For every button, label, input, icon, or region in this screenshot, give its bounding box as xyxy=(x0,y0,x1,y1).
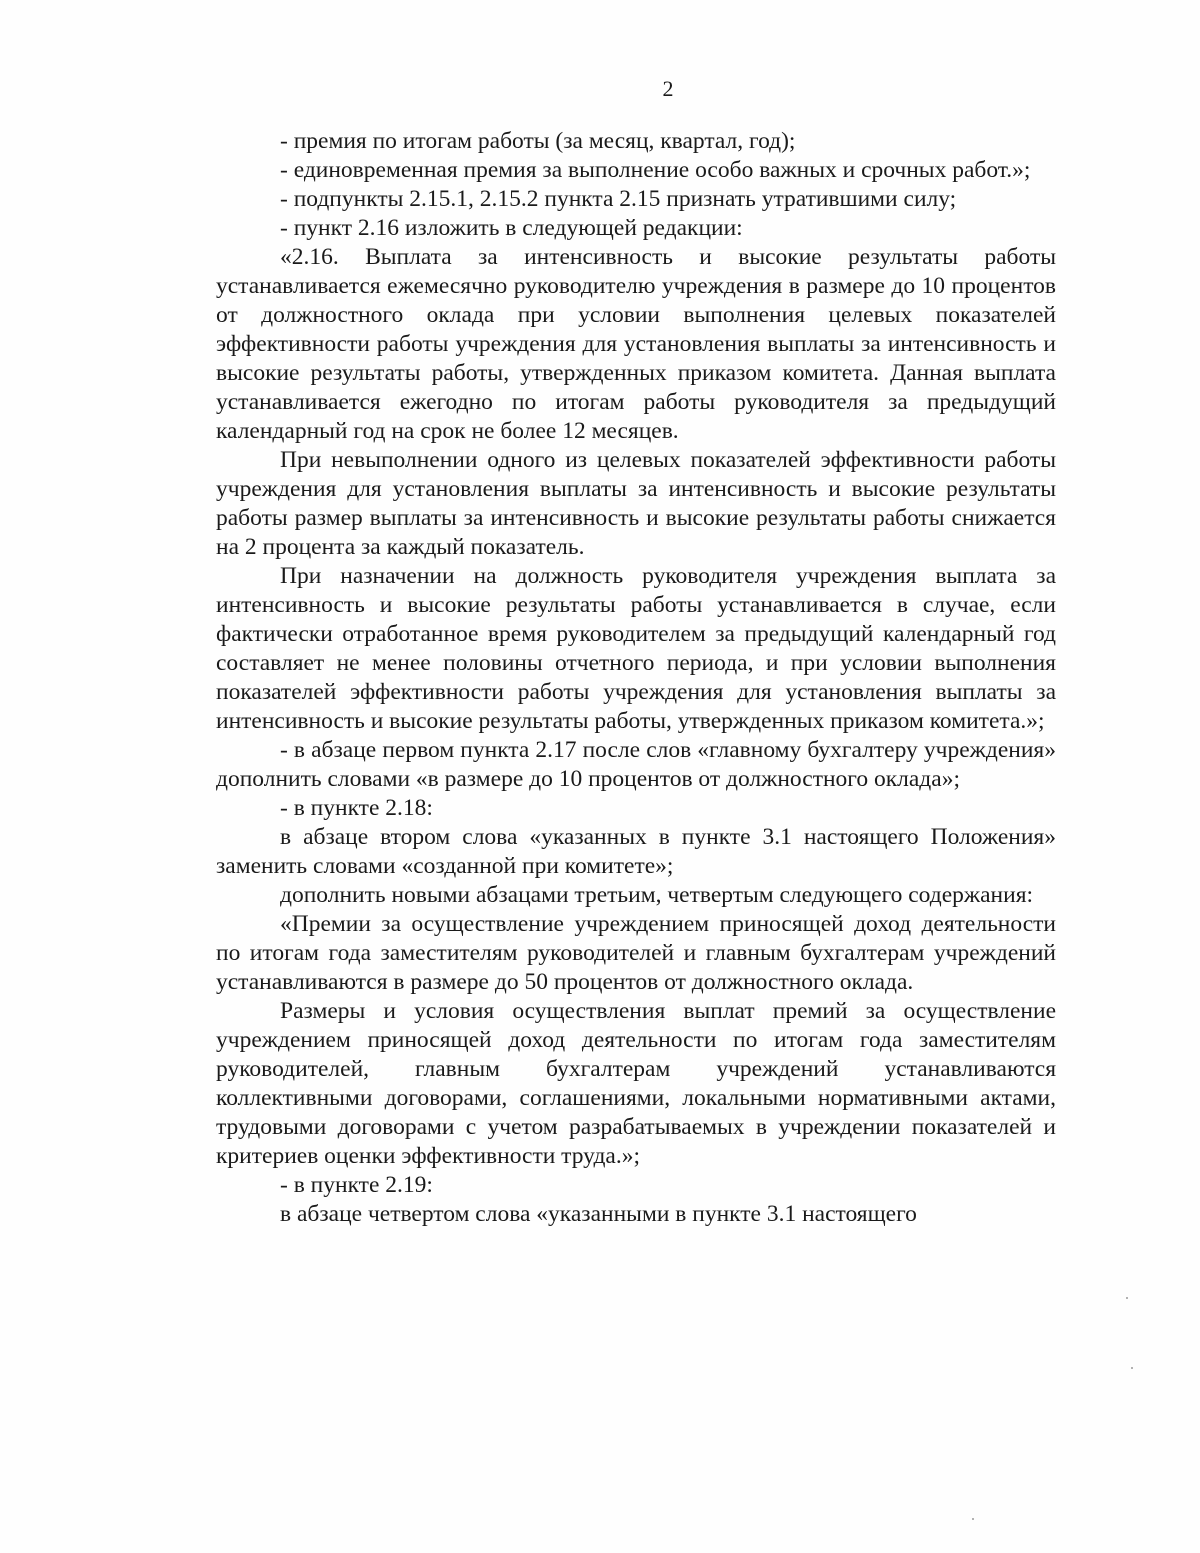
paragraph: в абзаце четвертом слова «указанными в пункте 3.1 настоящего xyxy=(280,1201,917,1227)
document-body xyxy=(216,127,1056,1229)
scan-speck xyxy=(1131,1367,1133,1369)
paragraph: При невыполнении одного из целевых показателей эффективности работы учреждения для установления выплаты за интенсивность и высокие результаты работы размер выплаты за интенсивность и высокие результаты работы снижается на 2 процента за каждый показатель. xyxy=(216,447,1056,560)
scan-speck xyxy=(972,1518,974,1520)
page-number: 2 xyxy=(662,76,674,101)
paragraph: - пункт 2.16 изложить в следующей редакции: xyxy=(280,215,743,241)
scan-speck xyxy=(1126,1297,1128,1299)
paragraph: Размеры и условия осуществления выплат премий за осуществление учреждением приносящей доход деятельности по итогам года заместителям руководителей, главным бухгалтерам учреждений устанавливаются коллективными договорами, соглашениями, локальными нормативными актами, трудовыми договорами с учетом разрабатываемых в учреждении показателей и критериев оценки эффективности труда.»; xyxy=(216,998,1056,1169)
paragraph: - в абзаце первом пункта 2.17 после слов «главному бухгалтеру учреждения» дополнить словами «в размере до 10 процентов от должностного оклада»; xyxy=(216,737,1056,792)
paragraph: - в пункте 2.18: xyxy=(280,795,433,821)
paragraph: - единовременная премия за выполнение особо важных и срочных работ.»; xyxy=(280,157,1031,183)
paragraph: При назначении на должность руководителя учреждения выплата за интенсивность и высокие результаты работы устанавливается в случае, если фактически отработанное время руководителем за предыдущий календарный год составляет не менее половины отчетного периода, и при условии выполнения показателей эффективности работы учреждения для установления выплаты за интенсивность и высокие результаты работы, утвержденных приказом комитета.»; xyxy=(216,563,1056,734)
paragraph: - в пункте 2.19: xyxy=(280,1172,433,1198)
paragraph: «Премии за осуществление учреждением приносящей доход деятельности по итогам года заместителям руководителей и главным бухгалтерам учреждений устанавливаются в размере до 50 процентов от должностного оклада. xyxy=(216,911,1056,995)
paragraph: в абзаце втором слова «указанных в пункте 3.1 настоящего Положения» заменить словами «созданной при комитете»; xyxy=(216,824,1056,879)
paragraph: - подпункты 2.15.1, 2.15.2 пункта 2.15 признать утратившими силу; xyxy=(280,186,957,212)
paragraph: дополнить новыми абзацами третьим, четвертым следующего содержания: xyxy=(280,882,1034,908)
paragraph: «2.16. Выплата за интенсивность и высокие результаты работы устанавливается ежемесячно руководителю учреждения в размере до 10 процентов от должностного оклада при условии выполнения целевых показателей эффективности работы учреждения для установления выплаты за интенсивность и высокие результаты работы, утвержденных приказом комитета. Данная выплата устанавливается ежегодно по итогам работы руководителя за предыдущий календарный год на срок не более 12 месяцев. xyxy=(216,244,1056,444)
paragraph: - премия по итогам работы (за месяц, квартал, год); xyxy=(280,128,796,154)
